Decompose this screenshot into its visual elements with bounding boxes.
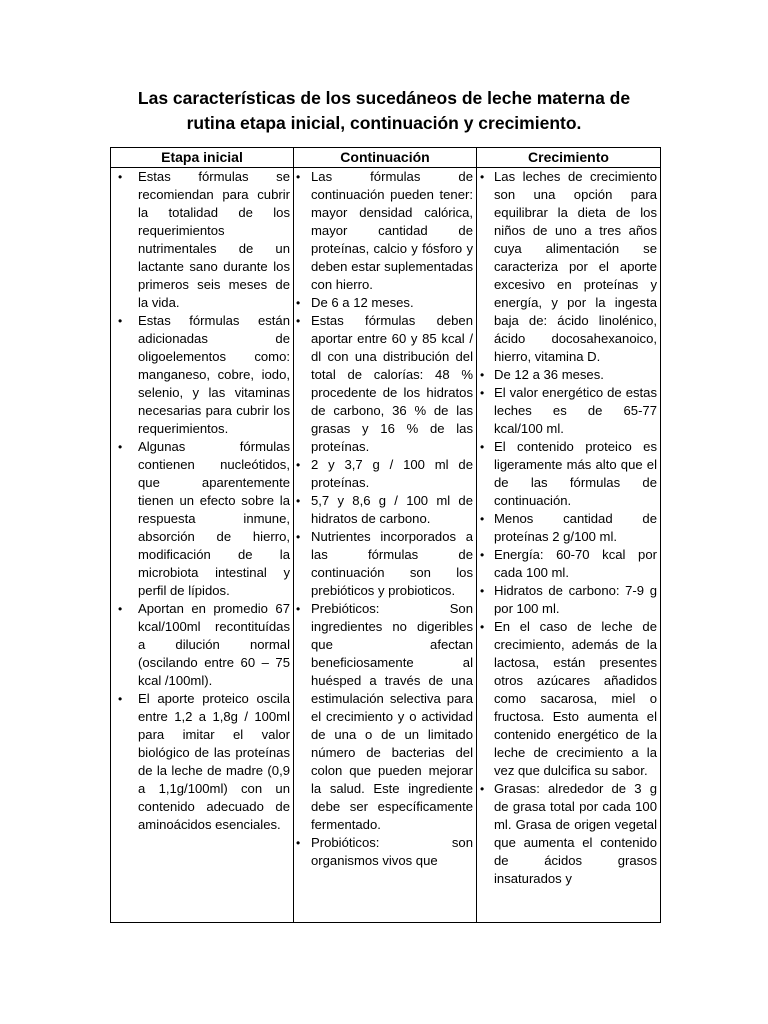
table-body-row	[111, 168, 661, 923]
list-item	[111, 312, 293, 438]
list-item-text: Estas fórmulas se recomiendan para cubrir la totalidad de los requerimientos nutrimentales de un lactante sano durante los primeros seis meses de la vida.	[138, 169, 290, 310]
list-item	[477, 510, 660, 546]
list-item	[111, 600, 293, 690]
list-item	[294, 456, 476, 492]
list-item	[111, 690, 293, 834]
bullet-icon: •	[118, 170, 123, 184]
bullet-icon: •	[296, 170, 301, 184]
list-item-text: Hidratos de carbono: 7-9 g por 100 ml.	[494, 583, 657, 616]
list-item	[294, 294, 476, 312]
list-item-text: Prebióticos: Son ingredientes no digeribles que afectan beneficiosamente al huésped a través de una estimulación selectiva para el crecimiento y o actividad de una o de un limitado número de bacterias del colon que pueden mejorar la salud. Este ingrediente debe ser específicamente fermentado.	[311, 601, 473, 832]
list-item	[477, 618, 660, 780]
list-item	[477, 546, 660, 582]
bullet-list	[477, 168, 660, 888]
bullet-icon: •	[480, 548, 485, 562]
list-item	[477, 384, 660, 438]
bullet-icon: •	[296, 602, 301, 616]
list-item	[477, 582, 660, 618]
list-item-text: De 12 a 36 meses.	[494, 367, 604, 382]
list-item	[294, 528, 476, 600]
bullet-icon: •	[296, 836, 301, 850]
list-item	[477, 366, 660, 384]
column-etapa-inicial	[111, 168, 294, 923]
list-item-text: Menos cantidad de proteínas 2 g/100 ml.	[494, 511, 657, 544]
list-item-text: Energía: 60-70 kcal por cada 100 ml.	[494, 547, 657, 580]
bullet-icon: •	[480, 368, 485, 382]
bullet-icon: •	[296, 296, 301, 310]
bullet-list	[111, 168, 293, 834]
comparison-table	[110, 147, 661, 923]
list-item-text: El contenido proteico es ligeramente más alto que el de las fórmulas de continuación.	[494, 439, 657, 508]
list-item	[294, 600, 476, 834]
document-title	[110, 86, 658, 136]
column-continuacion	[294, 168, 477, 923]
list-item	[111, 168, 293, 312]
list-item-text: Algunas fórmulas contienen nucleótidos, que aparentemente tienen un efecto sobre la respuesta inmune, absorción de hierro, modificación de la microbiota intestinal y perfil de lípidos.	[138, 439, 290, 598]
bullet-icon: •	[480, 386, 485, 400]
header-crecimiento: Crecimiento	[477, 148, 661, 168]
list-item-text: El aporte proteico oscila entre 1,2 a 1,8g / 100ml para imitar el valor biológico de las proteínas de la leche de madre (0,9 a 1,1g/100ml) con un contenido adecuado de aminoácidos esenciales.	[138, 691, 290, 832]
table-header-row	[111, 148, 661, 168]
list-item-text: Probióticos: son organismos vivos que	[311, 835, 473, 868]
column-crecimiento	[477, 168, 661, 923]
list-item	[477, 780, 660, 888]
bullet-icon: •	[480, 440, 485, 454]
bullet-icon: •	[118, 314, 123, 328]
title-line-1: Las características de los sucedáneos de leche materna de	[137, 88, 631, 108]
list-item	[477, 168, 660, 366]
list-item-text: Las fórmulas de continuación pueden tener: mayor densidad calórica, mayor cantidad de proteínas, calcio y fósforo y deben estar suplementadas con hierro.	[311, 169, 473, 292]
list-item-text: Las leches de crecimiento son una opción para equilibrar la dieta de los niños de uno a tres años cuya alimentación se caracteriza por el aporte excesivo en proteínas y energía, y por la ingesta baja de: ácido linolénico, ácido docosahexanoico, hierro, vitamina D.	[494, 169, 657, 364]
list-item	[294, 834, 476, 870]
bullet-icon: •	[118, 692, 123, 706]
list-item-text: 2 y 3,7 g / 100 ml de proteínas.	[311, 457, 473, 490]
title-line-2: rutina etapa inicial, continuación y crecimiento.	[186, 113, 582, 133]
list-item-text: 5,7 y 8,6 g / 100 ml de hidratos de carbono.	[311, 493, 473, 526]
list-item-text: Estas fórmulas están adicionadas de oligoelementos como: manganeso, cobre, iodo, selenio, y las vitaminas necesarias para cubrir los requerimientos.	[138, 313, 290, 436]
list-item	[111, 438, 293, 600]
bullet-icon: •	[480, 620, 485, 634]
list-item	[294, 168, 476, 294]
bullet-icon: •	[118, 440, 123, 454]
list-item-text: El valor energético de estas leches es de 65-77 kcal/100 ml.	[494, 385, 657, 436]
list-item-text: De 6 a 12 meses.	[311, 295, 414, 310]
list-item	[477, 438, 660, 510]
bullet-icon: •	[296, 494, 301, 508]
bullet-icon: •	[480, 170, 485, 184]
bullet-icon: •	[296, 458, 301, 472]
list-item-text: En el caso de leche de crecimiento, además de la lactosa, están presentes otros azúcares añadidos como sacarosa, miel o fructosa. Esto aumenta el contenido energético de la leche de crecimiento a la vez que dulcifica su sabor.	[494, 619, 657, 778]
bullet-icon: •	[118, 602, 123, 616]
bullet-icon: •	[296, 530, 301, 544]
bullet-icon: •	[480, 584, 485, 598]
list-item-text: Nutrientes incorporados a las fórmulas de continuación son los prebióticos y probioticos.	[311, 529, 473, 598]
list-item	[294, 492, 476, 528]
bullet-icon: •	[296, 314, 301, 328]
list-item-text: Estas fórmulas deben aportar entre 60 y 85 kcal / dl con una distribución del total de calorías: 48 % procedente de los hidratos de carbono, 36 % de las grasas y 16 % de las proteínas.	[311, 313, 473, 454]
bullet-icon: •	[480, 512, 485, 526]
list-item-text: Grasas: alrededor de 3 g de grasa total por cada 100 ml. Grasa de origen vegetal que aumenta el contenido de ácidos grasos insaturados y	[494, 781, 657, 886]
bullet-icon: •	[480, 782, 485, 796]
list-item-text: Aportan en promedio 67 kcal/100ml recontituídas a dilución normal (oscilando entre 60 – 75 kcal /100ml).	[138, 601, 290, 688]
list-item	[294, 312, 476, 456]
header-continuacion: Continuación	[294, 148, 477, 168]
bullet-list	[294, 168, 476, 870]
header-etapa-inicial: Etapa inicial	[111, 148, 294, 168]
